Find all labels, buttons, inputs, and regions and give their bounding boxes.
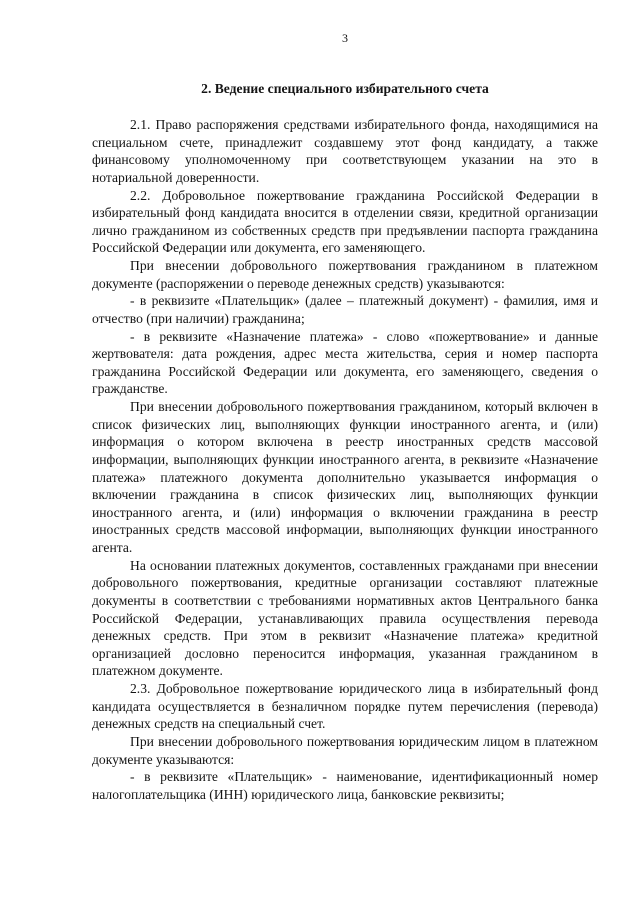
- paragraph-citizen-payment-intro: При внесении добровольного пожертвования гражданином в платежном документе (распоряжении о переводе денежных средств) указываются:: [92, 258, 598, 291]
- paragraph-payer-field: - в реквизите «Плательщик» (далее – платежный документ) - фамилия, имя и отчество (при наличии) гражданина;: [92, 293, 598, 326]
- paragraph-2-1: 2.1. Право распоряжения средствами избирательного фонда, находящимися на специальном счете, принадлежит создавшему этот фонд кандидату, а также финансовому уполномоченному при соответствующем указании на это в нотариальной доверенности.: [92, 117, 598, 185]
- paragraph-foreign-agent: При внесении добровольного пожертвования гражданином, который включен в список физических лиц, выполняющих функции иностранного агента, и (или) информация о котором включена в реестр иностранных средств массовой информации, выполняющих функции иностранного агента, в реквизите «Назначение платежа» платежного документа дополнительно указывается информация о включении гражданина в список физических лиц, выполняющих функции иностранного агента, и (или) информация о включении гражданина в реестр иностранных средств массовой информации, выполняющих функции иностранного агента.: [92, 399, 598, 555]
- page-number: 3: [342, 31, 348, 45]
- paragraph-purpose-field: - в реквизите «Назначение платежа» - слово «пожертвование» и данные жертвователя: дата рождения, адрес места жительства, серия и номер паспорта гражданина Российской Федерации или документа, его заменяющего, сведения о гражданстве.: [92, 328, 598, 397]
- paragraph-legal-entity-payer: - в реквизите «Плательщик» - наименование, идентификационный номер налогоплательщика (ИНН) юридического лица, банковские реквизиты;: [92, 769, 598, 802]
- body-text: [92, 116, 598, 803]
- paragraph-2-2: 2.2. Добровольное пожертвование гражданина Российской Федерации в избирательный фонд кандидата вносится в отделении связи, кредитной организации лично гражданином из собственных средств при предъявлении паспорта гражданина Российской Федерации или документа, его заменяющего.: [92, 187, 598, 256]
- paragraph-credit-organizations: На основании платежных документов, составленных гражданами при внесении добровольного пожертвования, кредитные организации составляют платежные документы в соответствии с требованиями нормативных актов Центрального банка Российской Федерации, устанавливающих правила осуществления перевода денежных средств. При этом в реквизит «Назначение платежа» кредитной организацией дословно переносится информация, указанная гражданином в платежном документе.: [92, 557, 598, 679]
- paragraph-2-3: 2.3. Добровольное пожертвование юридического лица в избирательный фонд кандидата осуществляется в безналичном порядке путем перечисления (перевода) денежных средств на специальный счет.: [92, 681, 598, 732]
- paragraph-legal-entity-intro: При внесении добровольного пожертвования юридическим лицом в платежном документе указываются:: [92, 733, 598, 767]
- section-heading: 2. Ведение специального избирательного счета: [201, 81, 489, 96]
